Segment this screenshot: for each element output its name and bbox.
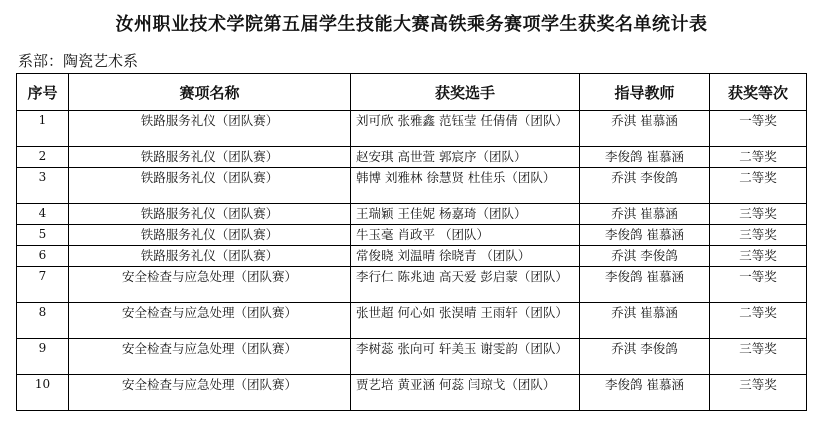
row-teacher: 乔淇 李俊鸽 (580, 246, 710, 267)
row-prize: 三等奖 (710, 339, 807, 375)
row-players: 牛玉毫 肖政平 （团队） (351, 225, 580, 246)
table-row (17, 111, 807, 147)
row-event: 铁路服务礼仪（团队赛） (69, 111, 351, 147)
row-event: 铁路服务礼仪（团队赛） (69, 147, 351, 168)
table-row (17, 339, 807, 375)
header-teacher: 指导教师 (580, 74, 710, 111)
row-no: 7 (17, 267, 69, 303)
table-row (17, 147, 807, 168)
table-row (17, 303, 807, 339)
table-row (17, 246, 807, 267)
row-prize: 一等奖 (710, 111, 807, 147)
row-event: 安全检查与应急处理（团队赛） (69, 375, 351, 411)
row-players: 李行仁 陈兆迪 高天爱 彭启蒙（团队） (351, 267, 580, 303)
table-row (17, 375, 807, 411)
row-event: 安全检查与应急处理（团队赛） (69, 339, 351, 375)
row-no: 3 (17, 168, 69, 204)
row-teacher: 李俊鸽 崔慕涵 (580, 267, 710, 303)
row-no: 2 (17, 147, 69, 168)
row-prize: 一等奖 (710, 267, 807, 303)
row-teacher: 乔淇 李俊鸽 (580, 168, 710, 204)
table-row (17, 225, 807, 246)
row-event: 铁路服务礼仪（团队赛） (69, 168, 351, 204)
award-table (16, 73, 807, 411)
row-teacher: 乔淇 崔慕涵 (580, 303, 710, 339)
row-prize: 三等奖 (710, 246, 807, 267)
row-event: 铁路服务礼仪（团队赛） (69, 225, 351, 246)
row-no: 1 (17, 111, 69, 147)
department-label: 系部：陶瓷艺术系 (18, 52, 139, 70)
row-teacher: 李俊鸽 崔慕涵 (580, 225, 710, 246)
header-players: 获奖选手 (351, 74, 580, 111)
row-prize: 二等奖 (710, 147, 807, 168)
row-teacher: 李俊鸽 崔慕涵 (580, 375, 710, 411)
row-no: 9 (17, 339, 69, 375)
row-teacher: 乔淇 李俊鸽 (580, 339, 710, 375)
row-event: 铁路服务礼仪（团队赛） (69, 246, 351, 267)
document-title: 汝州职业技术学院第五届学生技能大赛高铁乘务赛项学生获奖名单统计表 (115, 14, 708, 35)
row-players: 张世超 何心如 张淏晴 王雨轩（团队） (351, 303, 580, 339)
table-row (17, 168, 807, 204)
header-no: 序号 (17, 74, 69, 111)
row-no: 8 (17, 303, 69, 339)
row-no: 10 (17, 375, 69, 411)
row-teacher: 李俊鸽 崔慕涵 (580, 147, 710, 168)
row-prize: 三等奖 (710, 204, 807, 225)
row-players: 韩博 刘雅林 徐慧贤 杜佳乐（团队） (351, 168, 580, 204)
row-prize: 二等奖 (710, 168, 807, 204)
row-players: 李树蕊 张向可 轩美玉 谢雯韵（团队） (351, 339, 580, 375)
row-players: 贾艺培 黄亚涵 何蕊 闫琼戈（团队） (351, 375, 580, 411)
row-no: 6 (17, 246, 69, 267)
row-no: 4 (17, 204, 69, 225)
row-players: 赵安琪 高世萱 郭宸序（团队） (351, 147, 580, 168)
row-event: 安全检查与应急处理（团队赛） (69, 303, 351, 339)
row-teacher: 乔淇 崔慕涵 (580, 204, 710, 225)
row-prize: 二等奖 (710, 303, 807, 339)
row-no: 5 (17, 225, 69, 246)
row-players: 王瑞颖 王佳妮 杨嘉琦（团队） (351, 204, 580, 225)
table-row (17, 267, 807, 303)
row-event: 铁路服务礼仪（团队赛） (69, 204, 351, 225)
row-teacher: 乔淇 崔慕涵 (580, 111, 710, 147)
row-prize: 三等奖 (710, 225, 807, 246)
header-event: 赛项名称 (69, 74, 351, 111)
table-row (17, 204, 807, 225)
header-prize: 获奖等次 (710, 74, 807, 111)
table-header-row (17, 74, 807, 111)
row-players: 常俊晓 刘温晴 徐晓青 （团队） (351, 246, 580, 267)
row-prize: 三等奖 (710, 375, 807, 411)
row-players: 刘可欣 张雅鑫 范钰莹 任倩倩（团队） (351, 111, 580, 147)
row-event: 安全检查与应急处理（团队赛） (69, 267, 351, 303)
